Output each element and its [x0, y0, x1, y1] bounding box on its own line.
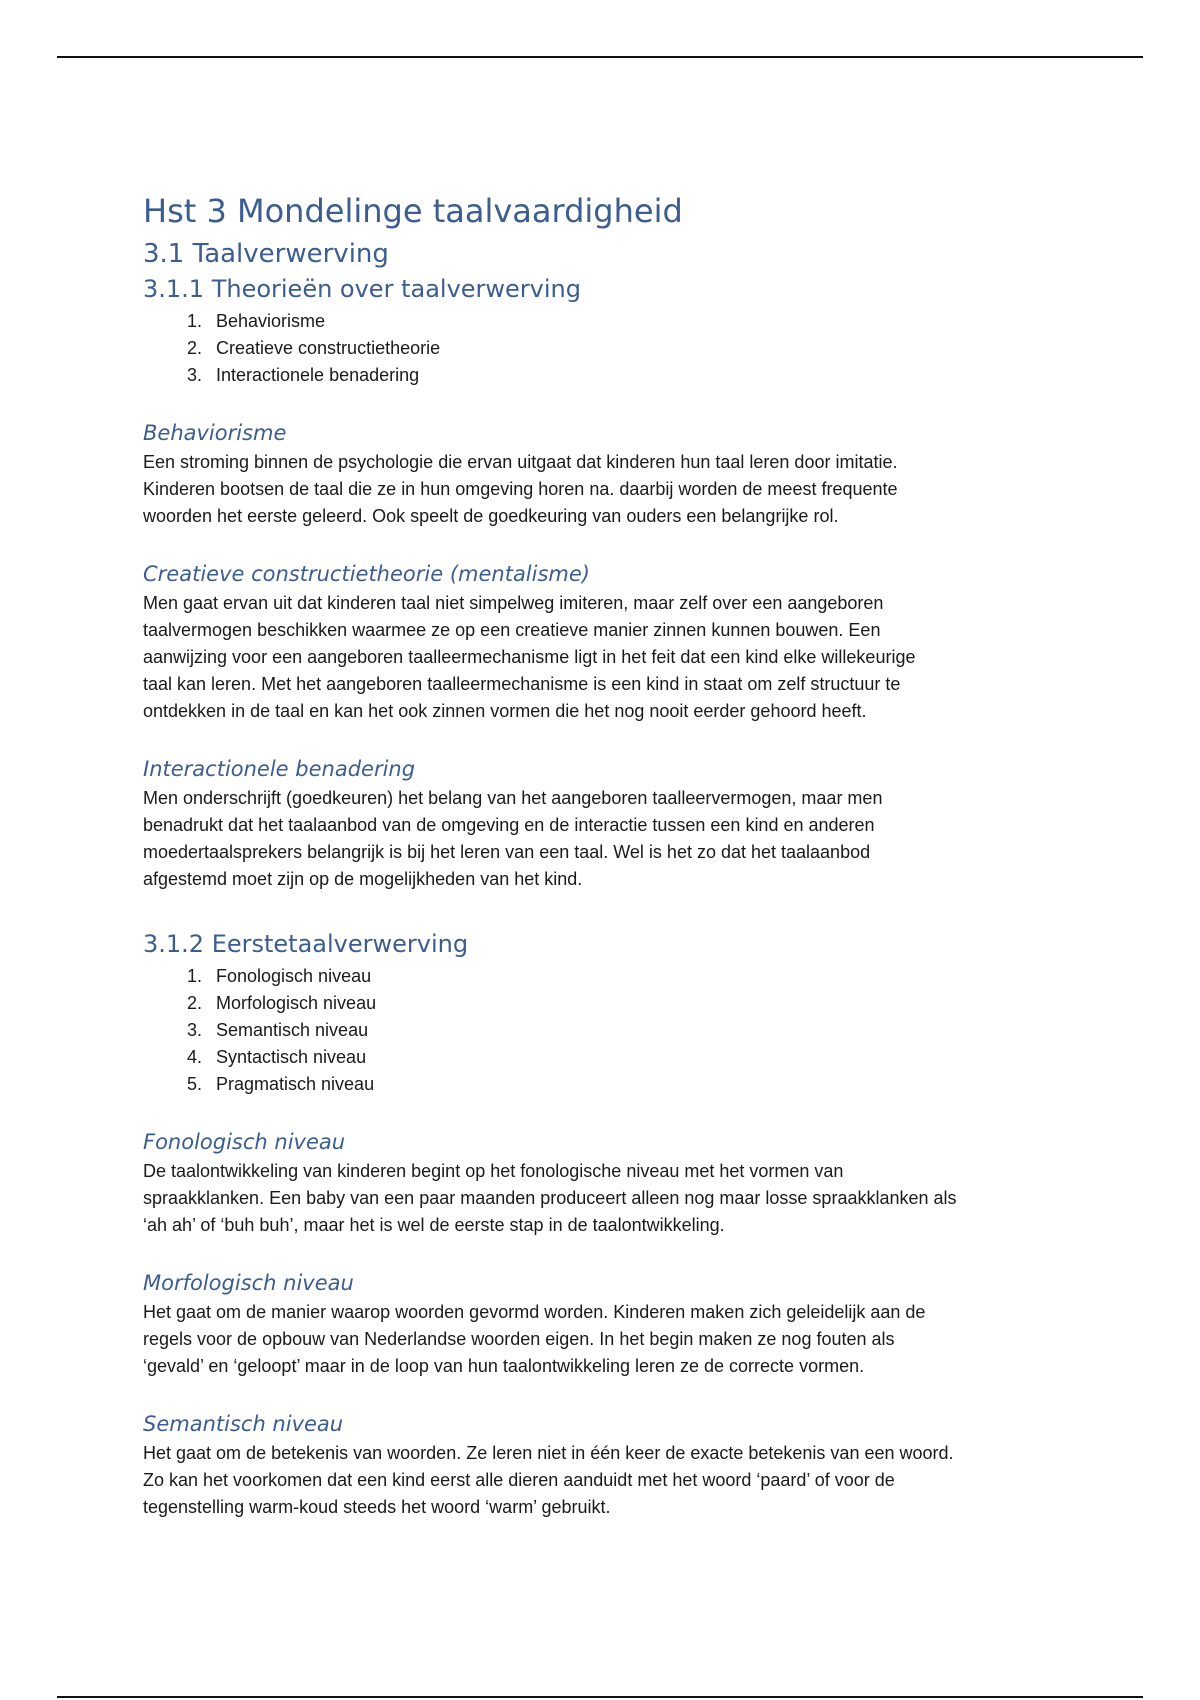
header-rule: [57, 56, 1143, 58]
text-line: Het gaat om de manier waarop woorden gevormd worden. Kinderen maken zich geleidelijk aan de: [143, 1302, 926, 1322]
list-item-text: Semantisch niveau: [216, 1020, 369, 1040]
paragraph-behaviorisme: [143, 449, 1083, 530]
text-line: ‘ah ah’ of ‘buh buh’, maar het is wel de eerste stap in de taalontwikkeling.: [143, 1215, 725, 1235]
text-line: ‘gevald’ en ‘geloopt’ maar in de loop van hun taalontwikkeling leren ze de correcte vormen.: [143, 1356, 865, 1376]
paragraph-creatieve-constructietheorie: [143, 590, 1083, 725]
subsection-heading-eerstetaalverwerving: 3.1.2 Eerstetaalverwerving: [143, 930, 469, 958]
list-item: [143, 1017, 1083, 1044]
list-item-text: Fonologisch niveau: [216, 966, 372, 986]
text-line: regels voor de opbouw van Nederlandse woorden eigen. In het begin maken ze nog fouten als: [143, 1329, 895, 1349]
text-line: spraakklanken. Een baby van een paar maanden produceert alleen nog maar losse spraakklanken als: [143, 1188, 957, 1208]
text-line: tegenstelling warm-koud steeds het woord ‘warm’ gebruikt.: [143, 1497, 611, 1517]
list-number: 2.: [186, 338, 202, 358]
list-item: [143, 990, 1083, 1017]
heading-morfologisch-niveau: Morfologisch niveau: [143, 1271, 354, 1295]
list-item-text: Interactionele benadering: [216, 365, 420, 385]
theories-list: [143, 308, 1083, 389]
footer-rule: [57, 1696, 1143, 1698]
paragraph-morfologisch-niveau: [143, 1299, 1083, 1380]
list-item: [143, 963, 1083, 990]
text-line: woorden het eerste geleerd. Ook speelt de goedkeuring van ouders een belangrijke rol.: [143, 506, 839, 526]
text-line: aanwijzing voor een aangeboren taalleermechanisme ligt in het feit dat een kind elke willekeurige: [143, 647, 916, 667]
list-number: 2.: [186, 993, 202, 1013]
heading-interactionele-benadering: Interactionele benadering: [143, 757, 416, 781]
text-line: moedertaalsprekers belangrijk is bij het leren van een taal. Wel is het zo dat het taalaanbod: [143, 842, 871, 862]
text-line: Een stroming binnen de psychologie die ervan uitgaat dat kinderen hun taal leren door imitatie.: [143, 452, 898, 472]
list-number: 5.: [186, 1074, 202, 1094]
list-number: 3.: [186, 365, 202, 385]
text-line: benadrukt dat het taalaanbod van de omgeving en de interactie tussen een kind en anderen: [143, 815, 875, 835]
text-line: ontdekken in de taal en kan het ook zinnen vormen die het nog nooit eerder gehoord heeft.: [143, 701, 867, 721]
text-line: De taalontwikkeling van kinderen begint op het fonologische niveau met het vormen van: [143, 1161, 844, 1181]
chapter-title: Hst 3 Mondelinge taalvaardigheid: [143, 192, 683, 230]
text-line: Zo kan het voorkomen dat een kind eerst alle dieren aanduidt met het woord ‘paard’ of voor de: [143, 1470, 895, 1490]
heading-semantisch-niveau: Semantisch niveau: [143, 1412, 344, 1436]
paragraph-semantisch-niveau: [143, 1440, 1083, 1521]
paragraph-fonologisch-niveau: [143, 1158, 1083, 1239]
list-number: 4.: [186, 1047, 202, 1067]
section-heading: 3.1 Taalverwerving: [143, 239, 389, 269]
text-line: Men gaat ervan uit dat kinderen taal niet simpelweg imiteren, maar zelf over een aangeboren: [143, 593, 884, 613]
heading-behaviorisme: Behaviorisme: [143, 421, 287, 445]
list-number: 1.: [186, 966, 202, 986]
text-line: Men onderschrijft (goedkeuren) het belang van het aangeboren taalleervermogen, maar men: [143, 788, 883, 808]
list-item-text: Morfologisch niveau: [216, 993, 377, 1013]
list-item-text: Pragmatisch niveau: [216, 1074, 375, 1094]
list-number: 1.: [186, 311, 202, 331]
heading-fonologisch-niveau: Fonologisch niveau: [143, 1130, 346, 1154]
list-number: 3.: [186, 1020, 202, 1040]
levels-list: [143, 963, 1083, 1098]
list-item-text: Creatieve constructietheorie: [216, 338, 441, 358]
subsection-heading-theories: 3.1.1 Theorieën over taalverwerving: [143, 275, 581, 303]
list-item-text: Behaviorisme: [216, 311, 326, 331]
list-item-text: Syntactisch niveau: [216, 1047, 367, 1067]
list-item: [143, 1071, 1083, 1098]
text-line: Kinderen bootsen de taal die ze in hun omgeving horen na. daarbij worden de meest frequente: [143, 479, 898, 499]
list-item: [143, 335, 1083, 362]
document-page: [143, 192, 1083, 1521]
list-item: [143, 308, 1083, 335]
text-line: afgestemd moet zijn op de mogelijkheden van het kind.: [143, 869, 583, 889]
list-item: [143, 362, 1083, 389]
list-item: [143, 1044, 1083, 1071]
text-line: taalvermogen beschikken waarmee ze op een creatieve manier zinnen kunnen bouwen. Een: [143, 620, 881, 640]
text-line: taal kan leren. Met het aangeboren taalleermechanisme is een kind in staat om zelf structuur te: [143, 674, 901, 694]
paragraph-interactionele-benadering: [143, 785, 1083, 893]
heading-creatieve-constructietheorie: Creatieve constructietheorie (mentalisme): [143, 562, 590, 586]
text-line: Het gaat om de betekenis van woorden. Ze leren niet in één keer de exacte betekenis van een woord.: [143, 1443, 954, 1463]
